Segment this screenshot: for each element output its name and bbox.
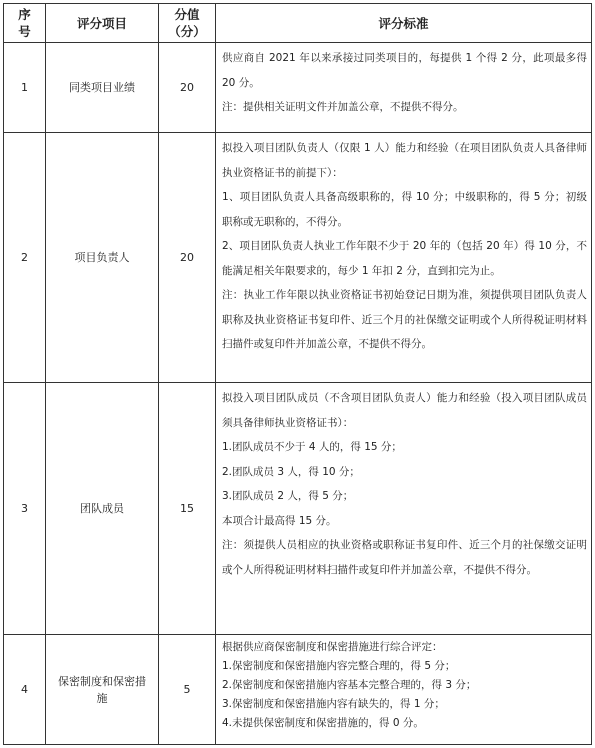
row-number: 1 (4, 43, 46, 133)
row-item: 保密制度和保密措施 (46, 635, 159, 745)
header-no (4, 4, 46, 43)
table-row (4, 635, 592, 745)
table-row (4, 43, 592, 133)
row-number: 2 (4, 133, 46, 383)
criteria-paragraph: 本项合计最高得 15 分。 (222, 514, 337, 527)
row-score: 5 (159, 635, 216, 745)
criteria-paragraph: 拟投入项目团队负责人（仅限 1 人）能力和经验（在项目团队负责人具备律师执业资格证书的前提下）： (222, 142, 587, 179)
header-row (4, 4, 592, 43)
criteria-paragraph: 供应商自 2021 年以来承接过同类项目的，每提供 1 个得 2 分，此项最多得 20 分。 (222, 52, 587, 89)
header-item: 评分项目 (46, 4, 159, 43)
criteria-paragraph: 4.未提供保密制度和保密措施的，得 0 分。 (222, 717, 424, 729)
criteria-paragraph: 1、项目团队负责人具备高级职称的，得 10 分；中级职称的，得 5 分；初级职称或无职称的，不得分。 (222, 191, 587, 228)
row-criteria (216, 133, 592, 383)
header-score (159, 4, 216, 43)
header-score-line1: 分值 (174, 7, 200, 22)
criteria-paragraph: 1.团队成员不少于 4 人的，得 15 分； (222, 441, 402, 453)
criteria-paragraph: 1.保密制度和保密措施内容完整合理的，得 5 分； (222, 660, 456, 672)
row-criteria (216, 635, 592, 745)
criteria-note: 注：须提供人员相应的执业资格或职称证书复印件、近三个月的社保缴交证明或个人所得税证明材料扫描件或复印件并加盖公章，不提供不得分。 (222, 539, 587, 576)
header-score-line2: （分） (168, 24, 206, 39)
row-number: 3 (4, 383, 46, 635)
row-item: 同类项目业绩 (46, 43, 159, 133)
table-row (4, 383, 592, 635)
header-no-line2: 号 (18, 24, 31, 39)
row-score: 20 (159, 43, 216, 133)
criteria-note: 注：执业工作年限以执业资格证书初始登记日期为准，须提供项目团队负责人职称及执业资格证书复印件、近三个月的社保缴交证明或个人所得税证明材料扫描件或复印件并加盖公章，不提供不得分。 (222, 289, 587, 350)
criteria-paragraph: 3.团队成员 2 人，得 5 分； (222, 490, 354, 502)
row-item: 项目负责人 (46, 133, 159, 383)
criteria-paragraph: 3.保密制度和保密措施内容有缺失的，得 1 分； (222, 698, 445, 710)
header-no-line1: 序 (18, 7, 31, 22)
scoring-table (3, 3, 592, 745)
criteria-paragraph: 2.团队成员 3 人，得 10 分； (222, 465, 360, 478)
criteria-paragraph: 拟投入项目团队成员（不含项目团队负责人）能力和经验（投入项目团队成员须具备律师执业资格证书）： (222, 392, 587, 429)
row-item: 团队成员 (46, 383, 159, 635)
criteria-note: 注：提供相关证明文件并加盖公章，不提供不得分。 (222, 101, 464, 113)
row-score: 15 (159, 383, 216, 635)
table-row (4, 133, 592, 383)
row-number: 4 (4, 635, 46, 745)
criteria-paragraph: 2.保密制度和保密措施内容基本完整合理的，得 3 分； (222, 679, 477, 691)
header-criteria: 评分标准 (216, 4, 592, 43)
criteria-paragraph: 2、项目团队负责人执业工作年限不少于 20 年的（包括 20 年）得 10 分，不能满足相关年限要求的，每少 1 年扣 2 分，直到扣完为止。 (222, 240, 587, 277)
row-score: 20 (159, 133, 216, 383)
criteria-paragraph: 根据供应商保密制度和保密措施进行综合评定： (222, 641, 443, 653)
row-criteria (216, 383, 592, 635)
row-criteria (216, 43, 592, 133)
